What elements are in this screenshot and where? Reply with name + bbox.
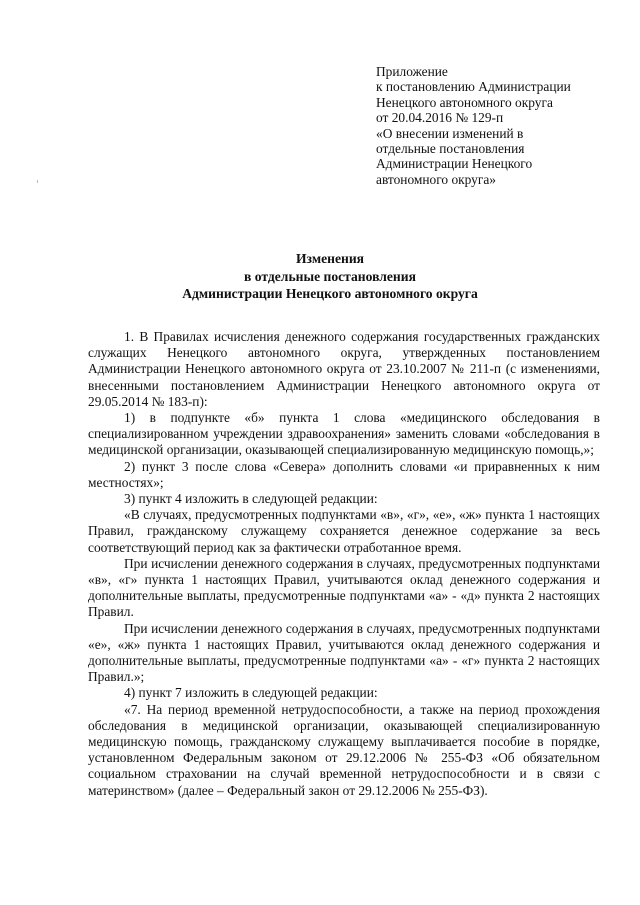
appendix-line: автономного округа»	[376, 171, 496, 187]
appendix-line: к постановлению Администрации	[376, 79, 571, 95]
appendix-header	[376, 64, 616, 187]
document-body	[88, 329, 600, 799]
paragraph-quote-3: При исчислении денежного содержания в случаях, предусмотренных подпунктами «е», «ж» пункта 1 настоящих Правил, учитываются оклад денежного содержания и дополнительные выплаты, предусмотренные подпунктами «а» - «г» пункта 2 настоящих Правил.»;	[88, 620, 600, 685]
document-title	[60, 250, 600, 303]
appendix-line: «О внесении изменений в	[376, 125, 524, 141]
paragraph-item-1: 1. В Правилах исчисления денежного содержания государственных гражданских служащих Ненецкого автономного округа, утвержденных постановлением Администрации Ненецкого автономного округа от 23.10.2007 № 211-п (с изменениями, внесенными постановлением Администрации Ненецкого автономного округа от 29.05.2014 № 183-п):	[88, 329, 600, 409]
appendix-line: отдельные постановления	[376, 141, 525, 157]
title-line: Администрации Ненецкого автономного округа	[182, 286, 478, 301]
appendix-line: Приложение	[376, 64, 448, 79]
appendix-line: от 20.04.2016 № 129-п	[376, 110, 504, 126]
scan-artifact	[37, 180, 38, 183]
paragraph-quote-2: При исчислении денежного содержания в случаях, предусмотренных подпунктами «в», «г» пункта 1 настоящих Правил, учитываются оклад денежного содержания и дополнительные выплаты, предусмотренные подпунктами «а» - «д» пункта 2 настоящих Правил.	[88, 555, 600, 620]
appendix-line: Ненецкого автономного округа	[376, 94, 553, 110]
paragraph-subitem-1: 1) в подпункте «б» пункта 1 слова «медицинского обследования в специализированном учреждении здравоохранения» заменить словами «обследования в медицинской организации, оказывающей специализированную медицинскую помощь,»;	[88, 410, 600, 458]
paragraph-quote-4: «7. На период временной нетрудоспособности, а также на период прохождения обследования в медицинской организации, оказывающей специализированную медицинскую помощь, гражданскому служащему выплачивается пособие в порядке, установленном Федеральным законом от 29.12.2006 № 255-ФЗ «Об обязательном социальном страховании на случай временной нетрудоспособности и в связи с материнством» (далее – Федеральный закон от 29.12.2006 № 255-ФЗ).	[88, 701, 600, 798]
title-line: в отдельные постановления	[244, 268, 416, 284]
title-line: Изменения	[295, 251, 365, 266]
paragraph-quote-1: «В случаях, предусмотренных подпунктами «в», «г», «е», «ж» пункта 1 настоящих Правил, гражданскому служащему сохраняется денежное содержание за весь соответствующий период как за фактически отработанное время.	[88, 507, 600, 555]
paragraph-subitem-3: 3) пункт 4 изложить в следующей редакции:	[124, 491, 378, 507]
paragraph-subitem-4: 4) пункт 7 изложить в следующей редакции:	[124, 685, 378, 701]
appendix-line: Администрации Ненецкого	[376, 156, 533, 172]
paragraph-subitem-2: 2) пункт 3 после слова «Севера» дополнить словами «и приравненных к ним местностях»;	[88, 458, 600, 490]
